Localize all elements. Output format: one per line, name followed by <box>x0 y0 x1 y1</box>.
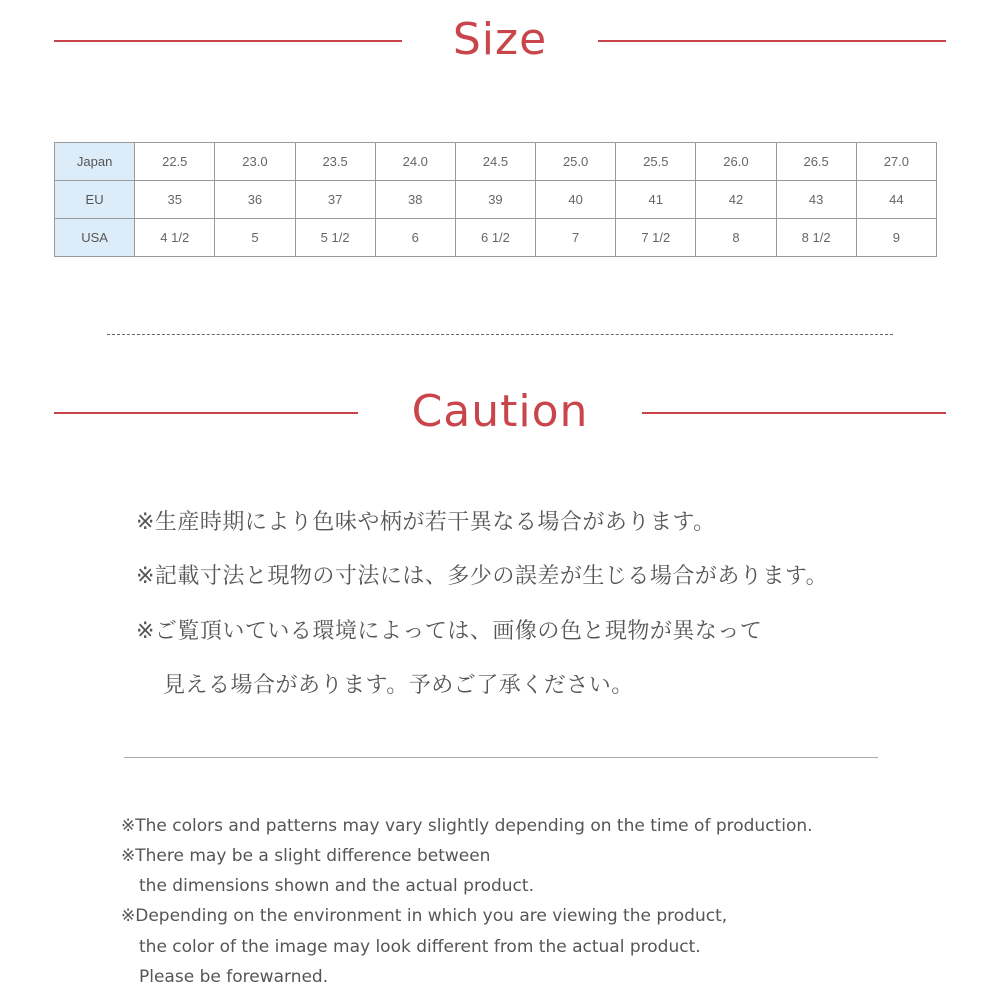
size-row-eu <box>55 181 937 219</box>
size-cell: 24.5 <box>455 143 535 181</box>
size-row-usa <box>55 219 937 257</box>
caution-en-line: ※The colors and patterns may vary slightly depending on the time of production. <box>121 816 813 836</box>
size-cell: 7 <box>536 219 616 257</box>
caution-jp-line: ※ご覧頂いている環境によっては、画像の色と現物が異なって <box>136 619 763 644</box>
dashed-divider <box>107 334 893 335</box>
caution-jp-line: ※記載寸法と現物の寸法には、多少の誤差が生じる場合があります。 <box>136 564 829 589</box>
size-cell: 22.5 <box>135 143 215 181</box>
size-cell: 42 <box>696 181 776 219</box>
size-cell: 24.0 <box>375 143 455 181</box>
size-table <box>54 142 937 257</box>
row-header-eu: EU <box>55 181 135 219</box>
size-heading <box>0 0 1000 80</box>
size-cell: 41 <box>616 181 696 219</box>
size-cell: 6 <box>375 219 455 257</box>
caution-jp-line: 見える場合があります。予めご了承ください。 <box>163 673 634 698</box>
size-cell: 44 <box>856 181 936 219</box>
caution-en-line: ※There may be a slight difference between <box>121 846 491 866</box>
size-cell: 23.0 <box>215 143 295 181</box>
size-cell: 6 1/2 <box>455 219 535 257</box>
size-cell: 38 <box>375 181 455 219</box>
size-cell: 39 <box>455 181 535 219</box>
row-header-japan: Japan <box>55 143 135 181</box>
size-cell: 43 <box>776 181 856 219</box>
size-cell: 40 <box>536 181 616 219</box>
caution-jp-line: ※生産時期により色味や柄が若干異なる場合があります。 <box>136 510 716 535</box>
size-cell: 8 <box>696 219 776 257</box>
caution-en-line: ※Depending on the environment in which you are viewing the product, <box>121 906 728 926</box>
size-cell: 26.5 <box>776 143 856 181</box>
size-cell: 27.0 <box>856 143 936 181</box>
size-row-japan <box>55 143 937 181</box>
caution-heading <box>0 372 1000 452</box>
size-cell: 25.5 <box>616 143 696 181</box>
size-cell: 7 1/2 <box>616 219 696 257</box>
caution-en-line: the color of the image may look different from the actual product. <box>139 937 701 957</box>
size-cell: 8 1/2 <box>776 219 856 257</box>
caution-title: Caution <box>411 386 589 437</box>
size-heading-right-rule <box>598 40 946 42</box>
size-title: Size <box>452 14 548 65</box>
size-cell: 26.0 <box>696 143 776 181</box>
size-cell: 5 1/2 <box>295 219 375 257</box>
size-cell: 37 <box>295 181 375 219</box>
size-cell: 35 <box>135 181 215 219</box>
size-cell: 5 <box>215 219 295 257</box>
solid-divider <box>124 757 878 758</box>
caution-en-line: the dimensions shown and the actual product. <box>139 876 534 896</box>
size-cell: 36 <box>215 181 295 219</box>
size-cell: 9 <box>856 219 936 257</box>
size-cell: 23.5 <box>295 143 375 181</box>
row-header-usa: USA <box>55 219 135 257</box>
size-cell: 4 1/2 <box>135 219 215 257</box>
size-cell: 25.0 <box>536 143 616 181</box>
caution-en-line: Please be forewarned. <box>139 967 329 987</box>
caution-heading-right-rule <box>642 412 946 414</box>
